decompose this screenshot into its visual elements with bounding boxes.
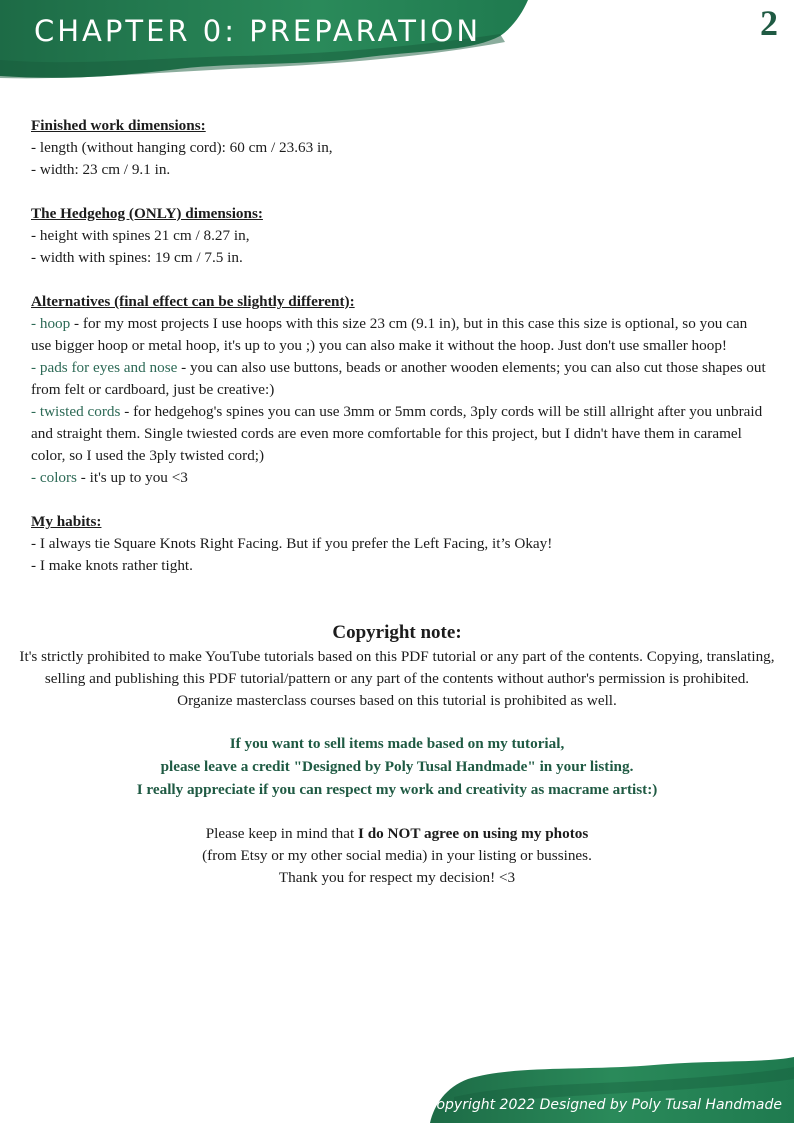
photo-note-bold: I do NOT agree on using my photos [358,825,589,842]
habits-section [31,511,771,577]
alternative-name: - hoop [31,315,71,332]
alternative-name: - twisted cords [31,403,121,420]
copyright-block [0,620,794,889]
alternative-hoop [31,313,771,357]
copyright-title: Copyright note: [332,622,462,643]
footer-copyright: Copyright 2022 Designed by Poly Tusal Handmade [426,1097,782,1113]
hedgehog-height: - height with spines 21 cm / 8.27 in, [31,227,250,244]
photo-note-line: (from Etsy or my other social media) in your listing or bussines. [202,847,592,864]
credit-line: If you want to sell items made based on my tutorial, [229,735,565,752]
copyright-text: It's strictly prohibited to make YouTube tutorials based on this PDF tutorial or any part of the contents. Copying, translating, selling and publishing this PDF tutorial/pattern or any part of the contents without author's permission is prohibited. Organize masterclass courses based on this tutorial is prohibited as well. [19,648,775,709]
alternative-text: - you can also use buttons, beads or another wooden elements; you can also cut those shapes out from felt or cardboard, just be creative:) [31,359,766,398]
credit-line: I really appreciate if you can respect my work and creativity as macrame artist:) [136,781,658,798]
alternative-cords [31,401,771,467]
photo-note-pre: Please keep in mind that [205,825,358,842]
photo-usage-note [0,823,794,889]
finished-width: - width: 23 cm / 9.1 in. [31,161,171,178]
alternatives-heading: Alternatives (final effect can be slightly different): [31,293,355,310]
chapter-title: CHAPTER 0: PREPARATION [34,14,482,48]
finished-dimensions-section [31,115,771,181]
habit-item: - I make knots rather tight. [31,557,193,574]
alternative-name: - pads for eyes and nose [31,359,178,376]
alternative-text: - it's up to you <3 [76,469,188,486]
photo-note-line: Thank you for respect my decision! <3 [278,869,516,886]
main-content [31,115,771,599]
alternatives-section [31,291,771,489]
finished-length: - length (without hanging cord): 60 cm / 23.63 in, [31,139,333,156]
hedgehog-dimensions-section [31,203,771,269]
habit-item: - I always tie Square Knots Right Facing. But if you prefer the Left Facing, it’s Okay! [31,535,553,552]
credit-request [0,732,794,801]
finished-dimensions-heading: Finished work dimensions: [31,117,206,134]
alternative-text: - for my most projects I use hoops with this size 23 cm (9.1 in), but in this case this size is optional, so you can use bigger hoop or metal hoop, it's up to you ;) you can also make it without the hoop. Just don't use smaller hoop! [31,315,748,354]
alternative-name: - colors [31,469,77,486]
alternative-colors [31,467,771,489]
hedgehog-dimensions-heading: The Hedgehog (ONLY) dimensions: [31,205,263,222]
alternative-text: - for hedgehog's spines you can use 3mm or 5mm cords, 3ply cords will be still allright after you unbraid and straight them. Single twiested cords are even more comfortable for this project, but I didn't have them in caramel color, so I used the 3ply twisted cord;) [31,403,763,464]
alternative-pads [31,357,771,401]
page-number: 2 [760,3,778,43]
habits-heading: My habits: [31,513,102,530]
hedgehog-width: - width with spines: 19 cm / 7.5 in. [31,249,243,266]
photo-note-line [0,823,794,845]
credit-line: please leave a credit "Designed by Poly Tusal Handmade" in your listing. [160,758,634,775]
footer-banner [424,1057,794,1123]
